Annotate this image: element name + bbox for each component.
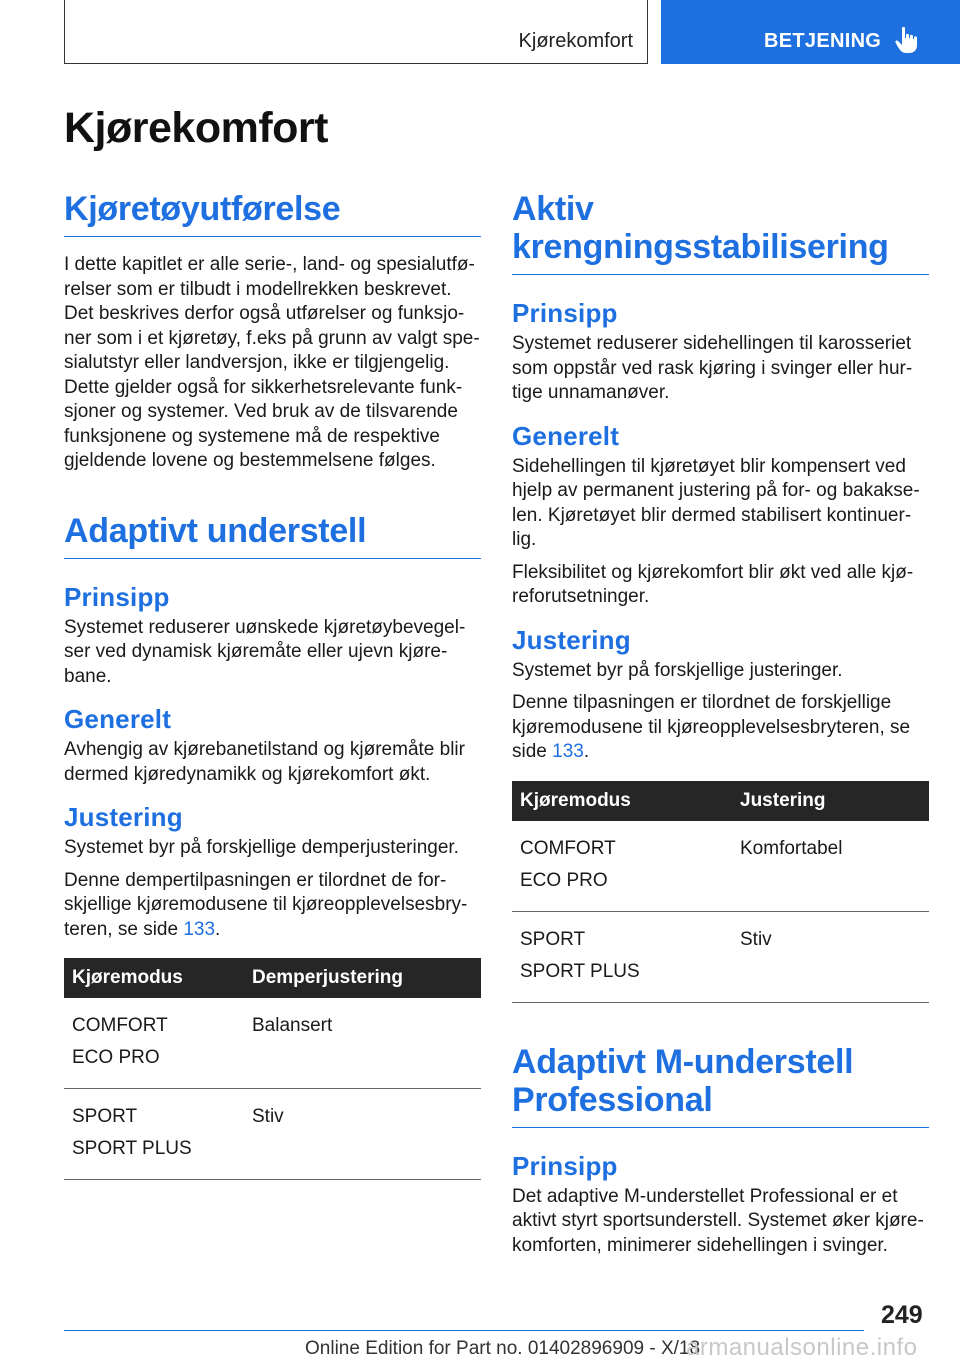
header-chapter-label: BETJENING [764,30,882,52]
section-heading-vehicle-equipment: Kjøretøyutførelse [64,190,481,237]
adjustment-text-2-end: . [215,918,221,940]
general-text-2: Fleksibilitet og kjørekomfort blir økt ved alle kjø-reforutsetninger. [512,561,914,607]
general-text-1: Sidehellingen til kjøretøyet blir kompensert ved hjelp av permanent justering på for- og bakakse-len. Kjøretøyet blir dermed stabilisert kontinuer-lig. [512,455,920,550]
table-header-adjustment: Justering [732,781,929,821]
adjustment-text-2-body: Denne tilpasningen er tilordnet de forskjellige kjøremodusene til kjøreopplevelsesbryteren, se side [512,692,911,762]
adjustment-text-1: Systemet byr på forskjellige demperjusteringer. [64,837,459,858]
heading-line: Adaptivt M-understell [512,1042,854,1081]
table-row [512,821,929,912]
page-reference-link[interactable]: 133 [552,741,584,762]
general-text: Avhengig av kjørebanetilstand og kjøremåte blir dermed kjøredynamikk og kjørekomfort økt. [64,739,465,785]
table-cell-value: Stiv [244,1089,481,1180]
adjustment-text-1: Systemet byr på forskjellige justeringer. [512,659,843,681]
heading-line: Aktiv [512,190,594,228]
page-reference-link[interactable]: 133 [183,918,216,940]
subheading-adjustment: Justering [64,802,183,832]
table-cell-mode [512,821,732,912]
header-section-box [64,0,648,64]
adjustment-text-2 [512,691,929,765]
mode-name: SPORT [520,928,586,950]
section-heading-adaptive-suspension: Adaptivt understell [64,512,481,559]
hand-pointer-icon [894,25,922,55]
subheading-principle: Prinsipp [512,298,618,328]
subheading-general: Generelt [512,420,620,451]
table-row [512,911,929,1002]
footer-watermark: armanualsonline.info [686,1334,918,1361]
adjustment-text-2 [64,869,481,943]
table-row [64,1089,481,1180]
table-row [64,998,481,1089]
table-cell-value: Balansert [244,998,481,1089]
table-cell-value: Stiv [732,911,929,1002]
vehicle-equipment-text: I dette kapitlet er alle serie-, land- og spesialutfø-relser som er tilbudt i modellrekken beskrevet. Det beskrives derfor også utførelser og funksjo-ner som i et kjøretøy, f.eks på grunn av valgt spe-sialutstyr eller landversjon, ikke er tilgjengelig. Dette gjelder også for sikkerhetsrelevante funk-sjoner og systemer. Ved bruk av de tilsvarende funksjonene og systemene må de respektive gjeldende lovene og bestemmelsene følges. [64,254,480,471]
table-header-row [512,781,929,821]
page-title: Kjørekomfort [64,104,328,152]
footer-rule [64,1330,864,1331]
subheading-principle: Prinsipp [64,581,170,612]
section-heading-adaptive-m-suspension [512,1043,929,1128]
mode-name: COMFORT [520,837,616,859]
left-column [64,190,481,1180]
subheading-adjustment: Justering [512,624,631,655]
table-header-damper: Demperjustering [244,958,481,998]
mode-name: SPORT PLUS [520,960,640,982]
table-header-mode: Kjøremodus [512,781,732,821]
damper-table [64,958,481,1180]
adjustment-text-2-end: . [583,741,590,762]
page-number: 249 [881,1301,923,1329]
table-cell-value: Komfortabel [732,821,929,912]
mode-name: ECO PRO [520,869,608,891]
mode-name: ECO PRO [72,1047,160,1068]
adjustment-text-2-body: Denne dempertilpasningen er tilordnet de for-skjellige kjøremodusene til kjøreopplevelsesbry-teren, se side [64,869,468,940]
section-heading-active-roll-stabilization [512,190,929,275]
table-cell-mode [64,1089,244,1180]
mode-name: SPORT PLUS [72,1138,192,1159]
table-cell-mode [512,911,732,1002]
heading-line: krengningsstabilisering [512,228,889,266]
adjustment-table [512,781,929,1003]
subheading-general: Generelt [64,704,172,734]
principle-text: Systemet reduserer sidehellingen til karosseriet som oppstår ved rask kjøring i svinger eller hur-tige unnamanøver. [512,333,913,403]
table-header-mode: Kjøremodus [64,958,244,998]
right-column [512,190,929,1258]
subheading-principle: Prinsipp [512,1150,618,1181]
table-header-row [64,958,481,998]
principle-text: Det adaptive M-understellet Professional er et aktivt styrt sportsunderstell. Systemet øker kjøre-komforten, minimerer sidehellingen i svinger. [512,1185,924,1256]
header-section-title: Kjørekomfort [518,30,633,52]
mode-name: COMFORT [72,1015,168,1036]
header-chapter-tab[interactable] [661,0,960,64]
footer-edition-text: Online Edition for Part no. 01402896909 - X/18 [305,1338,701,1359]
principle-text: Systemet reduserer uønskede kjøretøybevegel-ser ved dynamisk kjøremåte eller ujevn kjøre-bane. [64,616,466,687]
heading-line: Professional [512,1080,713,1119]
mode-name: SPORT [72,1106,138,1127]
table-cell-mode [64,998,244,1089]
